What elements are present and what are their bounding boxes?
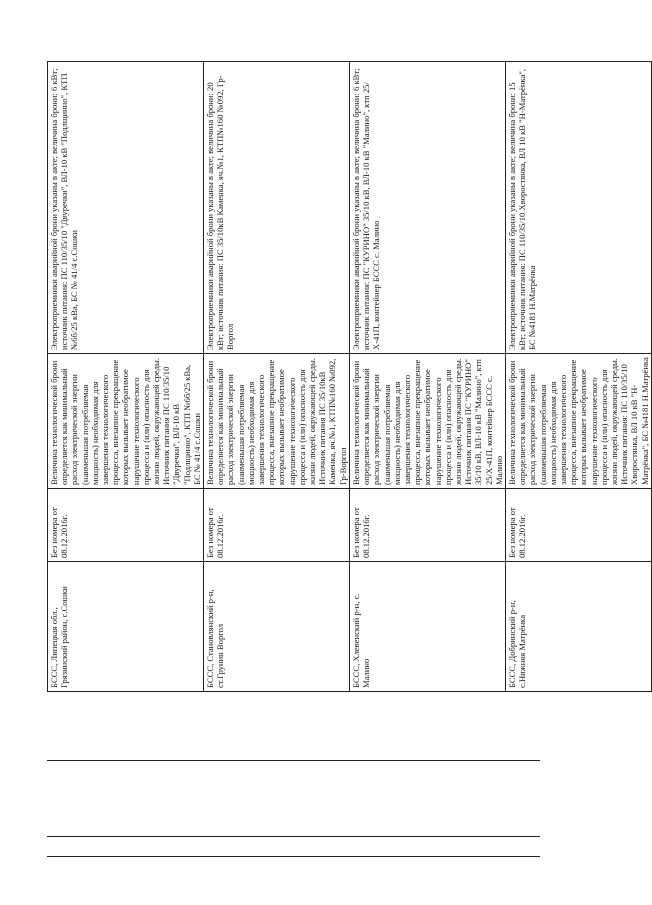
emergency-reserve-cell: Электроприемники аварийной брони указаны в акте; величина брони: 20 кВт; источник питания: ПС 35/10кВ Каменка, яч.№1, КТП№160 №092, Гр-Воргол	[204, 62, 350, 354]
object-cell: БССС, Добринский р-н, с.Нижняя Матрёнка	[505, 562, 651, 692]
table-row	[48, 62, 204, 692]
object-cell: БССС, Липецкая обл., Грязинский район, с.Сошки	[48, 562, 204, 692]
reservation-table	[47, 61, 652, 692]
horizontal-rule	[47, 856, 540, 857]
emergency-reserve-cell: Электроприемники аварийной брони указаны в акте; величина брони: 15 кВт; источник питания: ПС 110/35/10 Хворостянка, ВЛ 10 кВ "Н-Матрёнка", БС №4181 Н.Матрёнка	[505, 62, 651, 354]
table-row	[505, 62, 651, 692]
technological-reserve-cell: Величина технологической брони определяется как минимальный расход электрической энергии (наименьшая потребляемая мощность) необходимая для завершения технологического процесса, внезапное прекращение которых вызывает необратимое нарушение технологического процесса и (или) опасность для жизни людей, окружающей среды. Источник питания: ПС 110/35/10 Хворостянка, ВЛ 10 кВ "Н-Матрёнка", БС №4181 Н.Матрёнка	[505, 354, 651, 489]
horizontal-rule	[47, 836, 540, 837]
technological-reserve-cell: Величина технологической брони определяется как минимальный расход электрической энергии (наименьшая потребляемая мощность) необходимая для завершения технологического процесса, внезапное прекращение которых вызывает необратимое нарушение технологического процесса и (или) опасность для жизни людей, окружающей среды. Источник питания ПС 110/35/10 "Двуречки", ВЛ-10 кВ "Подлщинно", КТП №6б/25 кВа, БС № 41/4 с.Сошки	[48, 354, 204, 489]
document-number-cell: Без номера от 08.12.2016г.	[349, 489, 505, 562]
table-row	[204, 62, 350, 692]
object-cell: БССС, Становлянский р-н, ст.Грунин Воргол	[204, 562, 350, 692]
horizontal-rule	[47, 760, 540, 761]
document-number-cell: Без номера от 08.12.2016г.	[505, 489, 651, 562]
emergency-reserve-cell: Электроприемники аварийной брони указаны в акте; величина брони: 6 кВт; источник питания: ПС "КУРИНО" 35/10 кВ, ВЛ-10 кВ "Малино", ктп 25/Х-41П, контейнер БССС с. Малино	[349, 62, 505, 354]
technological-reserve-cell: Величина технологической брони определяется как минимальный расход электрической энергии (наименьшая потребляемая мощность) необходимая для завершения технологического процесса, внезапное прекращение которых вызывает необратимое нарушение технологического процесса и (или) опасность для жизни людей, окружающей среды. Источник питания ПС "КУРИНО" 35/10 кВ, ВЛ-10 кВ "Малино", ктп 25/Х-41П, контейнер БССС с. Малино	[349, 354, 505, 489]
rotated-table-wrapper	[47, 62, 650, 692]
emergency-reserve-cell: Электроприемники аварийной брони указаны в акте; величина брони: 6 кВт; источник питания: ПС 110/35/10 "Двуречки", ВЛ-10 кВ "Подлщинно", КТП №6б/25 кВа, БС № 41/4 с.Сошки	[48, 62, 204, 354]
table-row	[349, 62, 505, 692]
object-cell: БССС, Хлевенский р-н, с. Малино	[349, 562, 505, 692]
document-number-cell: Без номера от 08.12.2016г.	[48, 489, 204, 562]
document-number-cell: Без номера от 08.12.2016г.	[204, 489, 350, 562]
technological-reserve-cell: Величина технологической брони определяется как минимальный расход электрической энергии (наименьшая потребляемая мощность) необходимая для завершения технологического процесса, внезапное прекращение которых вызывает необратимое нарушение технологического процесса и (или) опасность для жизни людей, окружающей среды. Источник питания ПС 35/10кВ Каменка, яч.№1, КТП№160 №092, Гр-Воргол	[204, 354, 350, 489]
